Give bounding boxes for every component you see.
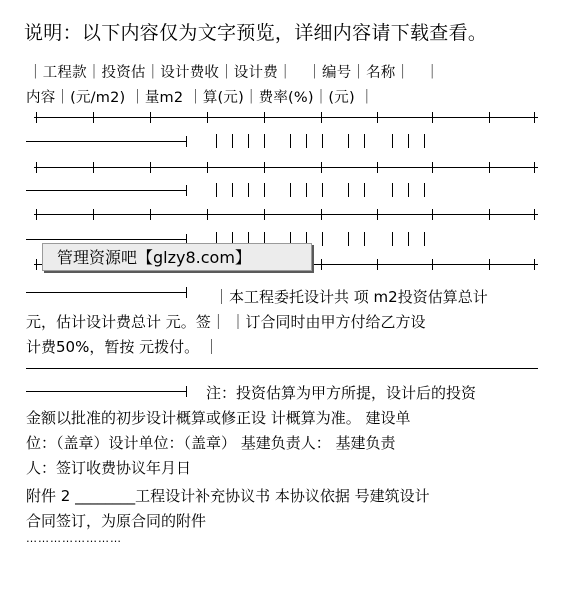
table-cell-divider [264,183,265,197]
table-cell-divider [306,183,307,197]
table-rule-tick [207,112,208,123]
table-rule [34,214,538,215]
table-rule-tick [377,162,378,173]
table-cell-divider [322,232,323,246]
table-rule-short [26,292,186,293]
table-rule-tick [321,162,322,173]
table-cell-divider [322,134,323,148]
table-rule-tick [489,259,490,270]
table-cell-divider [232,183,233,197]
table-cell-divider [264,134,265,148]
table-rule-tick [534,162,535,173]
table-rule-tick [36,259,37,270]
table-header-row-2: 内容｜(元/m2) ｜量m2 ｜算(元)｜费率(%)｜(元) ｜ [26,90,375,106]
table-rule-tick [207,162,208,173]
table-cell-divider [364,232,365,246]
table-cell-divider [348,134,349,148]
preview-notice: 说明：以下内容仅为文字预览，详细内容请下载查看。 [24,22,488,44]
table-cell-divider [216,134,217,148]
table-rule-tick [534,209,535,220]
note-line-1: 注：投资估算为甲方所提，设计后的投资 [206,384,477,402]
table-rule-tick [93,209,94,220]
attachment-line-1: 附件 2 ________工程设计补充协议书 本协议依据 号建筑设计 [26,487,430,505]
table-cell-divider [290,183,291,197]
table-rule [34,117,538,118]
table-rule-tick [93,112,94,123]
table-cell-divider [424,183,425,197]
table-cell-divider [248,134,249,148]
note-line-4: 人：签订收费协议年月日 [26,459,192,477]
paragraph-line-2: 元，估计设计费总计 元。签｜ ｜订合同时由甲方付给乙方设 [26,313,426,331]
table-rule-tick [321,112,322,123]
table-rule-tick [264,162,265,173]
table-cell-divider [408,134,409,148]
paragraph-line-3: 计费50%，暂按 元拨付。 ｜ [26,338,219,356]
table-cell-divider [248,183,249,197]
table-rule-tick [432,209,433,220]
table-rule-tick [186,136,187,147]
table-cell-divider [392,134,393,148]
table-cell-divider [408,183,409,197]
table-rule-tick [489,162,490,173]
table-cell-divider [322,183,323,197]
table-rule-short [26,391,186,392]
table-rule-tick [186,185,187,196]
table-rule-short [26,190,186,191]
attachment-line-2: 合同签订，为原合同的附件 [26,512,207,530]
table-rule-tick [93,162,94,173]
table-cell-divider [364,134,365,148]
ellipsis-dots: …………………… [26,532,122,545]
table-rule-tick [534,112,535,123]
table-cell-divider [392,183,393,197]
table-rule-tick [321,259,322,270]
table-cell-divider [306,134,307,148]
table-rule-tick [36,112,37,123]
table-cell-divider [424,134,425,148]
table-rule-tick [377,209,378,220]
table-rule-short [26,239,186,240]
table-rule-tick [264,112,265,123]
table-cell-divider [290,134,291,148]
table-rule-tick [264,209,265,220]
table-rule-tick [432,162,433,173]
table-rule-tick [489,112,490,123]
table-cell-divider [348,183,349,197]
table-rule-tick [321,209,322,220]
table-cell-divider [216,183,217,197]
site-watermark-badge: 管理资源吧【glzy8.com】 [42,243,312,271]
note-line-2: 金额以批准的初步设计概算或修正设 计概算为准。 建设单 [26,409,411,427]
table-cell-divider [408,232,409,246]
table-rule-tick [377,259,378,270]
table-cell-divider [348,232,349,246]
table-rule-tick [186,386,187,397]
table-rule-tick [534,259,535,270]
table-rule-tick [36,209,37,220]
table-cell-divider [392,232,393,246]
note-line-3: 位：（盖章）设计单位：（盖章） 基建负责人： 基建负责 [26,434,396,452]
table-cell-divider [424,232,425,246]
table-rule-short [26,141,186,142]
table-rule-tick [489,209,490,220]
table-rule-tick [150,112,151,123]
table-rule-tick [432,259,433,270]
table-cell-divider [364,183,365,197]
table-rule [34,167,538,168]
table-rule-tick [150,162,151,173]
table-rule [26,368,538,369]
table-rule-tick [207,209,208,220]
table-rule-tick [36,162,37,173]
table-rule-tick [150,209,151,220]
table-rule-tick [432,112,433,123]
table-cell-divider [232,134,233,148]
table-rule-tick [186,287,187,298]
table-rule-tick [377,112,378,123]
table-header-row-1: ｜工程款｜投资估｜设计费收｜设计费｜ ｜编号｜名称｜ ｜ [28,65,440,81]
paragraph-line-1: ｜本工程委托设计共 项 m2投资估算总计 [214,288,488,306]
